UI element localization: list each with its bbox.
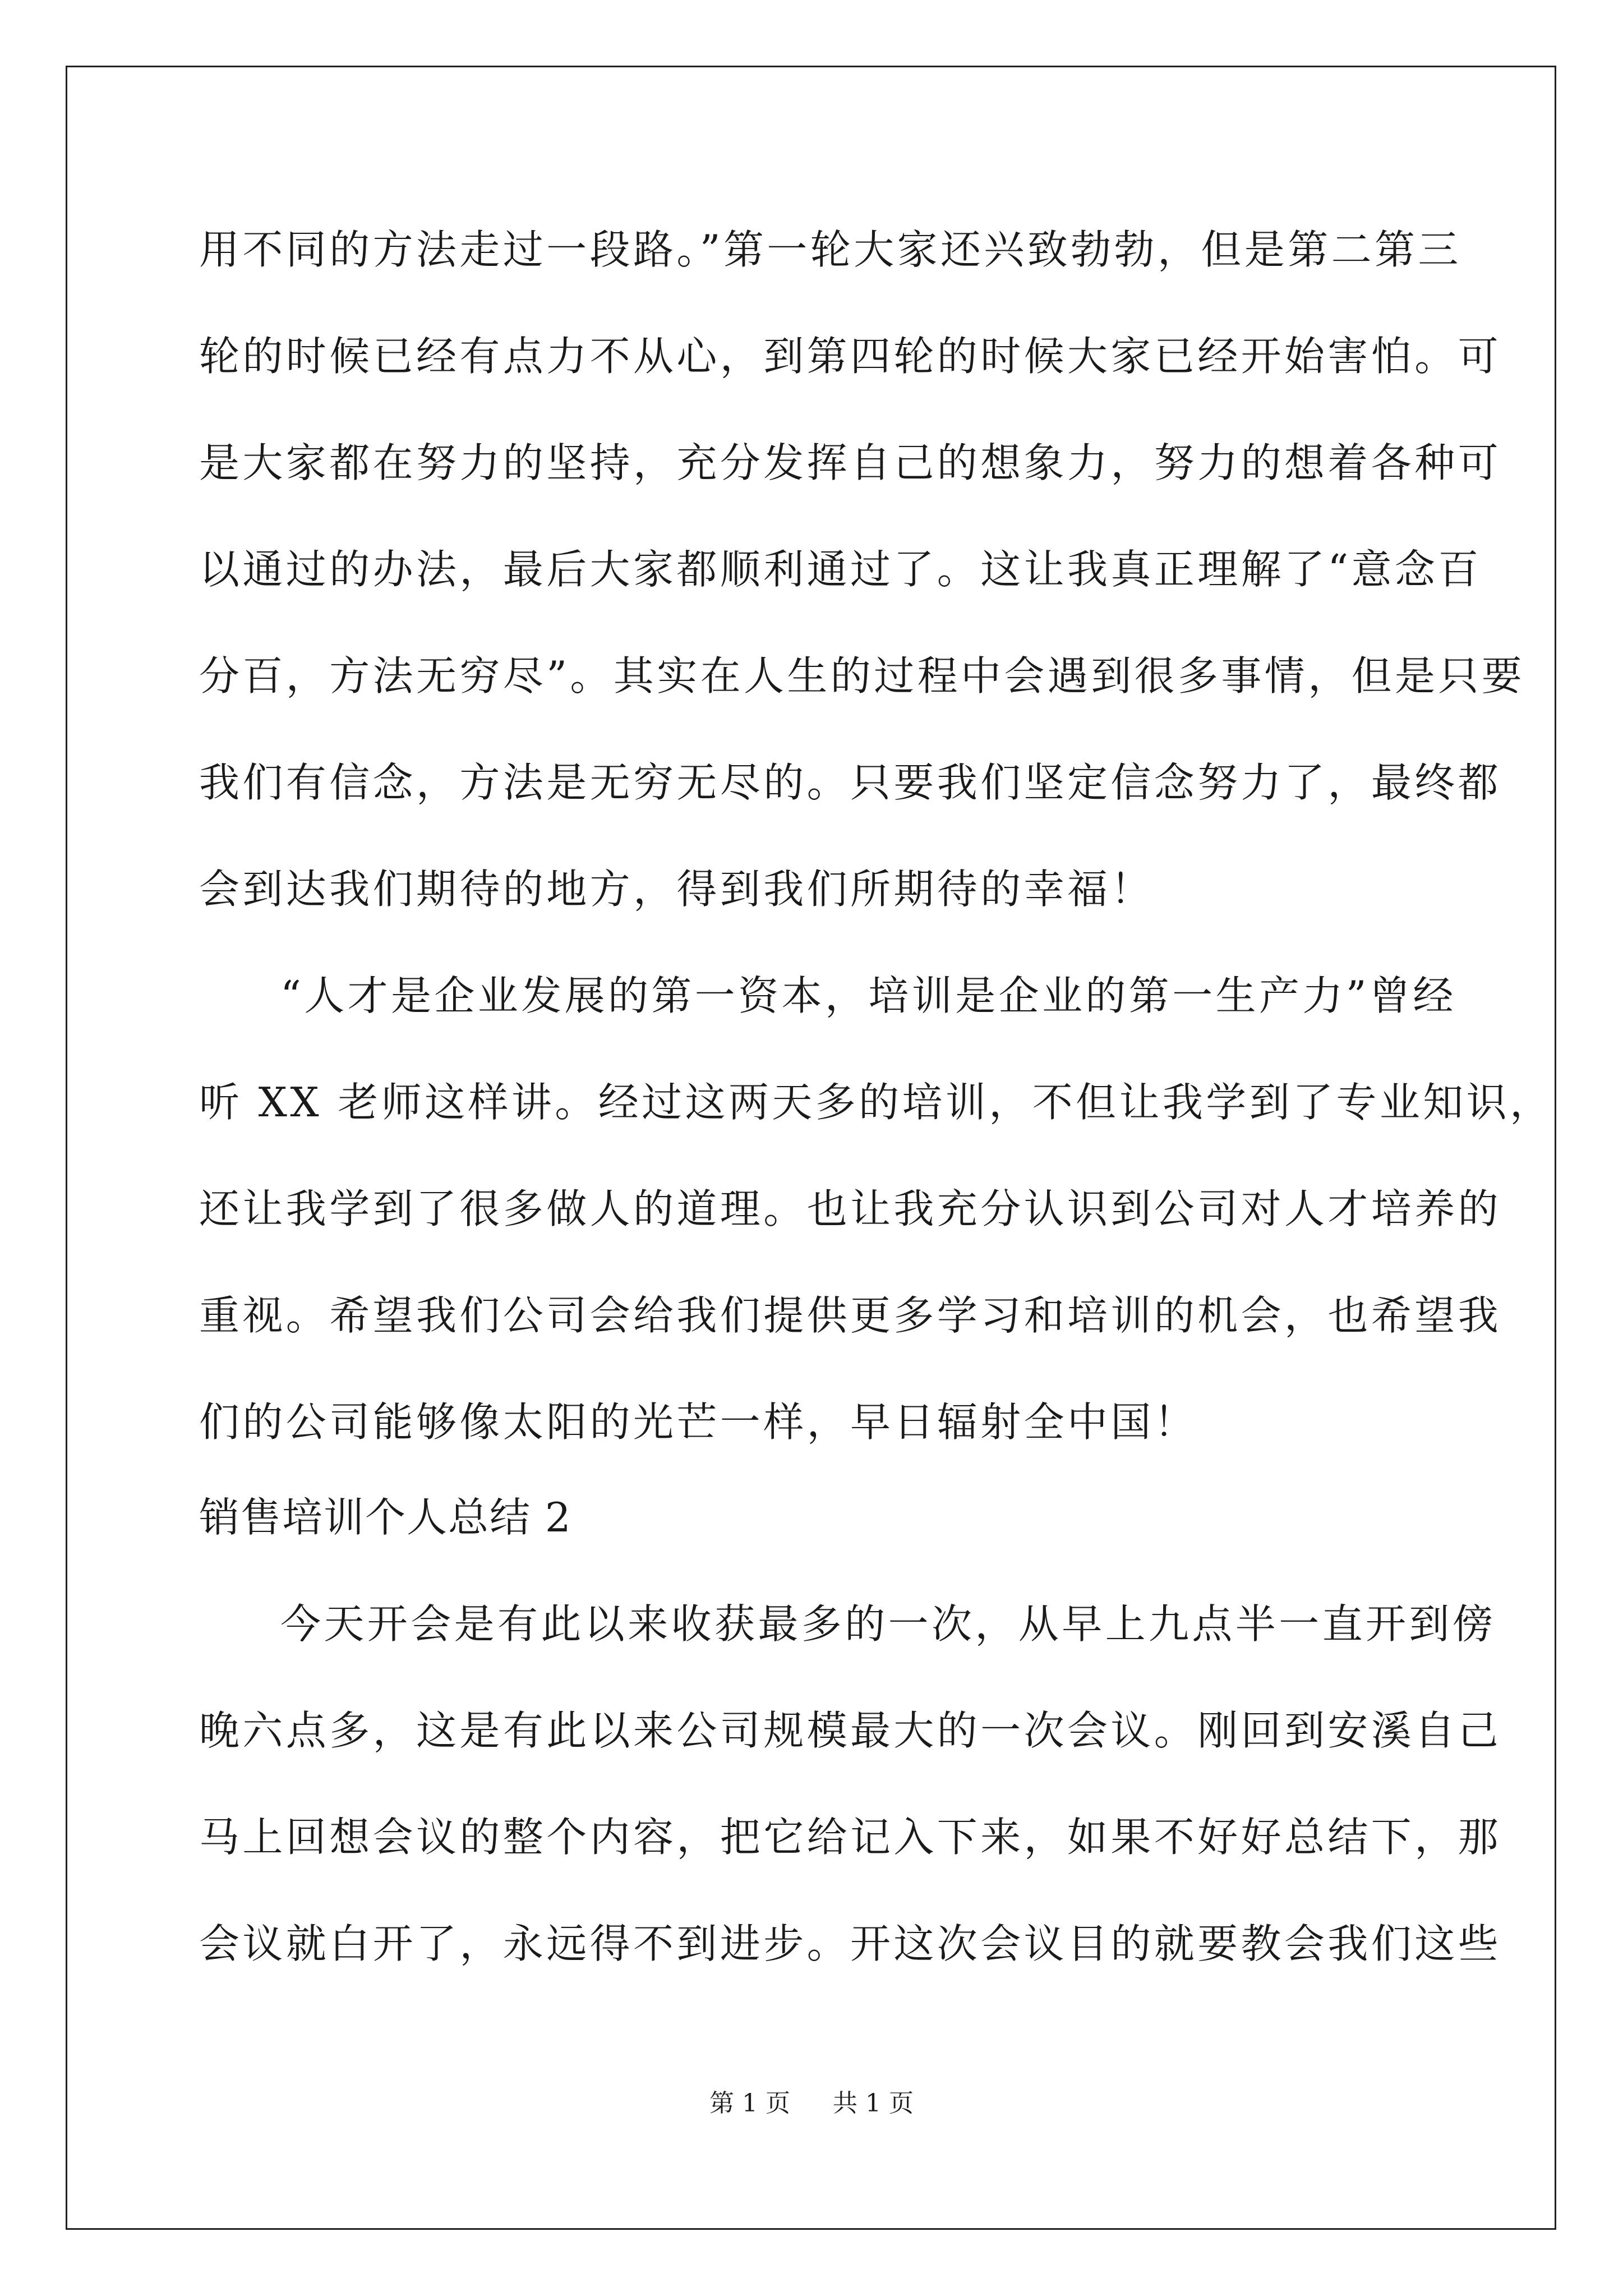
body-text-line: 重视。希望我们公司会给我们提供更多学习和培训的机会，也希望我 (199, 1292, 1502, 1339)
body-text-line: 会议就白开了，永远得不到进步。开这次会议目的就要教会我们这些 (199, 1920, 1502, 1967)
page-total: 共 1 页 (833, 2089, 914, 2118)
body-text-line: 轮的时候已经有点力不从心，到第四轮的时候大家已经开始害怕。可 (199, 333, 1502, 380)
body-text-line: 以通过的办法，最后大家都顺利通过了。这让我真正理解了“意念百 (199, 546, 1482, 593)
paragraph-first-line: 今天开会是有此以来收获最多的一次，从早上九点半一直开到傍 (280, 1600, 1496, 1648)
body-text-line: 还让我学到了很多做人的道理。也让我充分认识到公司对人才培养的 (199, 1185, 1502, 1232)
page-footer (0, 2087, 1623, 2120)
body-text-line: 分百，方法无穷尽”。其实在人生的过程中会遇到很多事情，但是只要 (199, 652, 1525, 700)
body-text-line: 马上回想会议的整个内容，把它给记入下来，如果不好好总结下，那 (199, 1814, 1502, 1861)
body-text-line: 晚六点多，这是有此以来公司规模最大的一次会议。刚回到安溪自己 (199, 1707, 1502, 1754)
body-text-line: 我们有信念，方法是无穷无尽的。只要我们坚定信念努力了，最终都 (199, 759, 1502, 806)
body-text-line: 用不同的方法走过一段路。”第一轮大家还兴致勃勃，但是第二第三 (199, 226, 1461, 273)
body-text-line: 会到达我们期待的地方，得到我们所期待的幸福！ (199, 866, 1154, 913)
body-text-line: 们的公司能够像太阳的光芒一样，早日辐射全中国！ (199, 1398, 1198, 1446)
page-number: 第 1 页 (709, 2089, 790, 2118)
page-border (66, 66, 1556, 2230)
body-text-line: 听 XX 老师这样讲。经过这两天多的培训，不但让我学到了专业知识， (199, 1079, 1553, 1126)
paragraph-first-line: “人才是企业发展的第一资本，培训是企业的第一生产力”曾经 (280, 972, 1456, 1019)
body-text-line: 是大家都在努力的坚持，充分发挥自己的想象力，努力的想着各种可 (199, 439, 1502, 486)
section-heading: 销售培训个人总结 2 (199, 1494, 572, 1541)
